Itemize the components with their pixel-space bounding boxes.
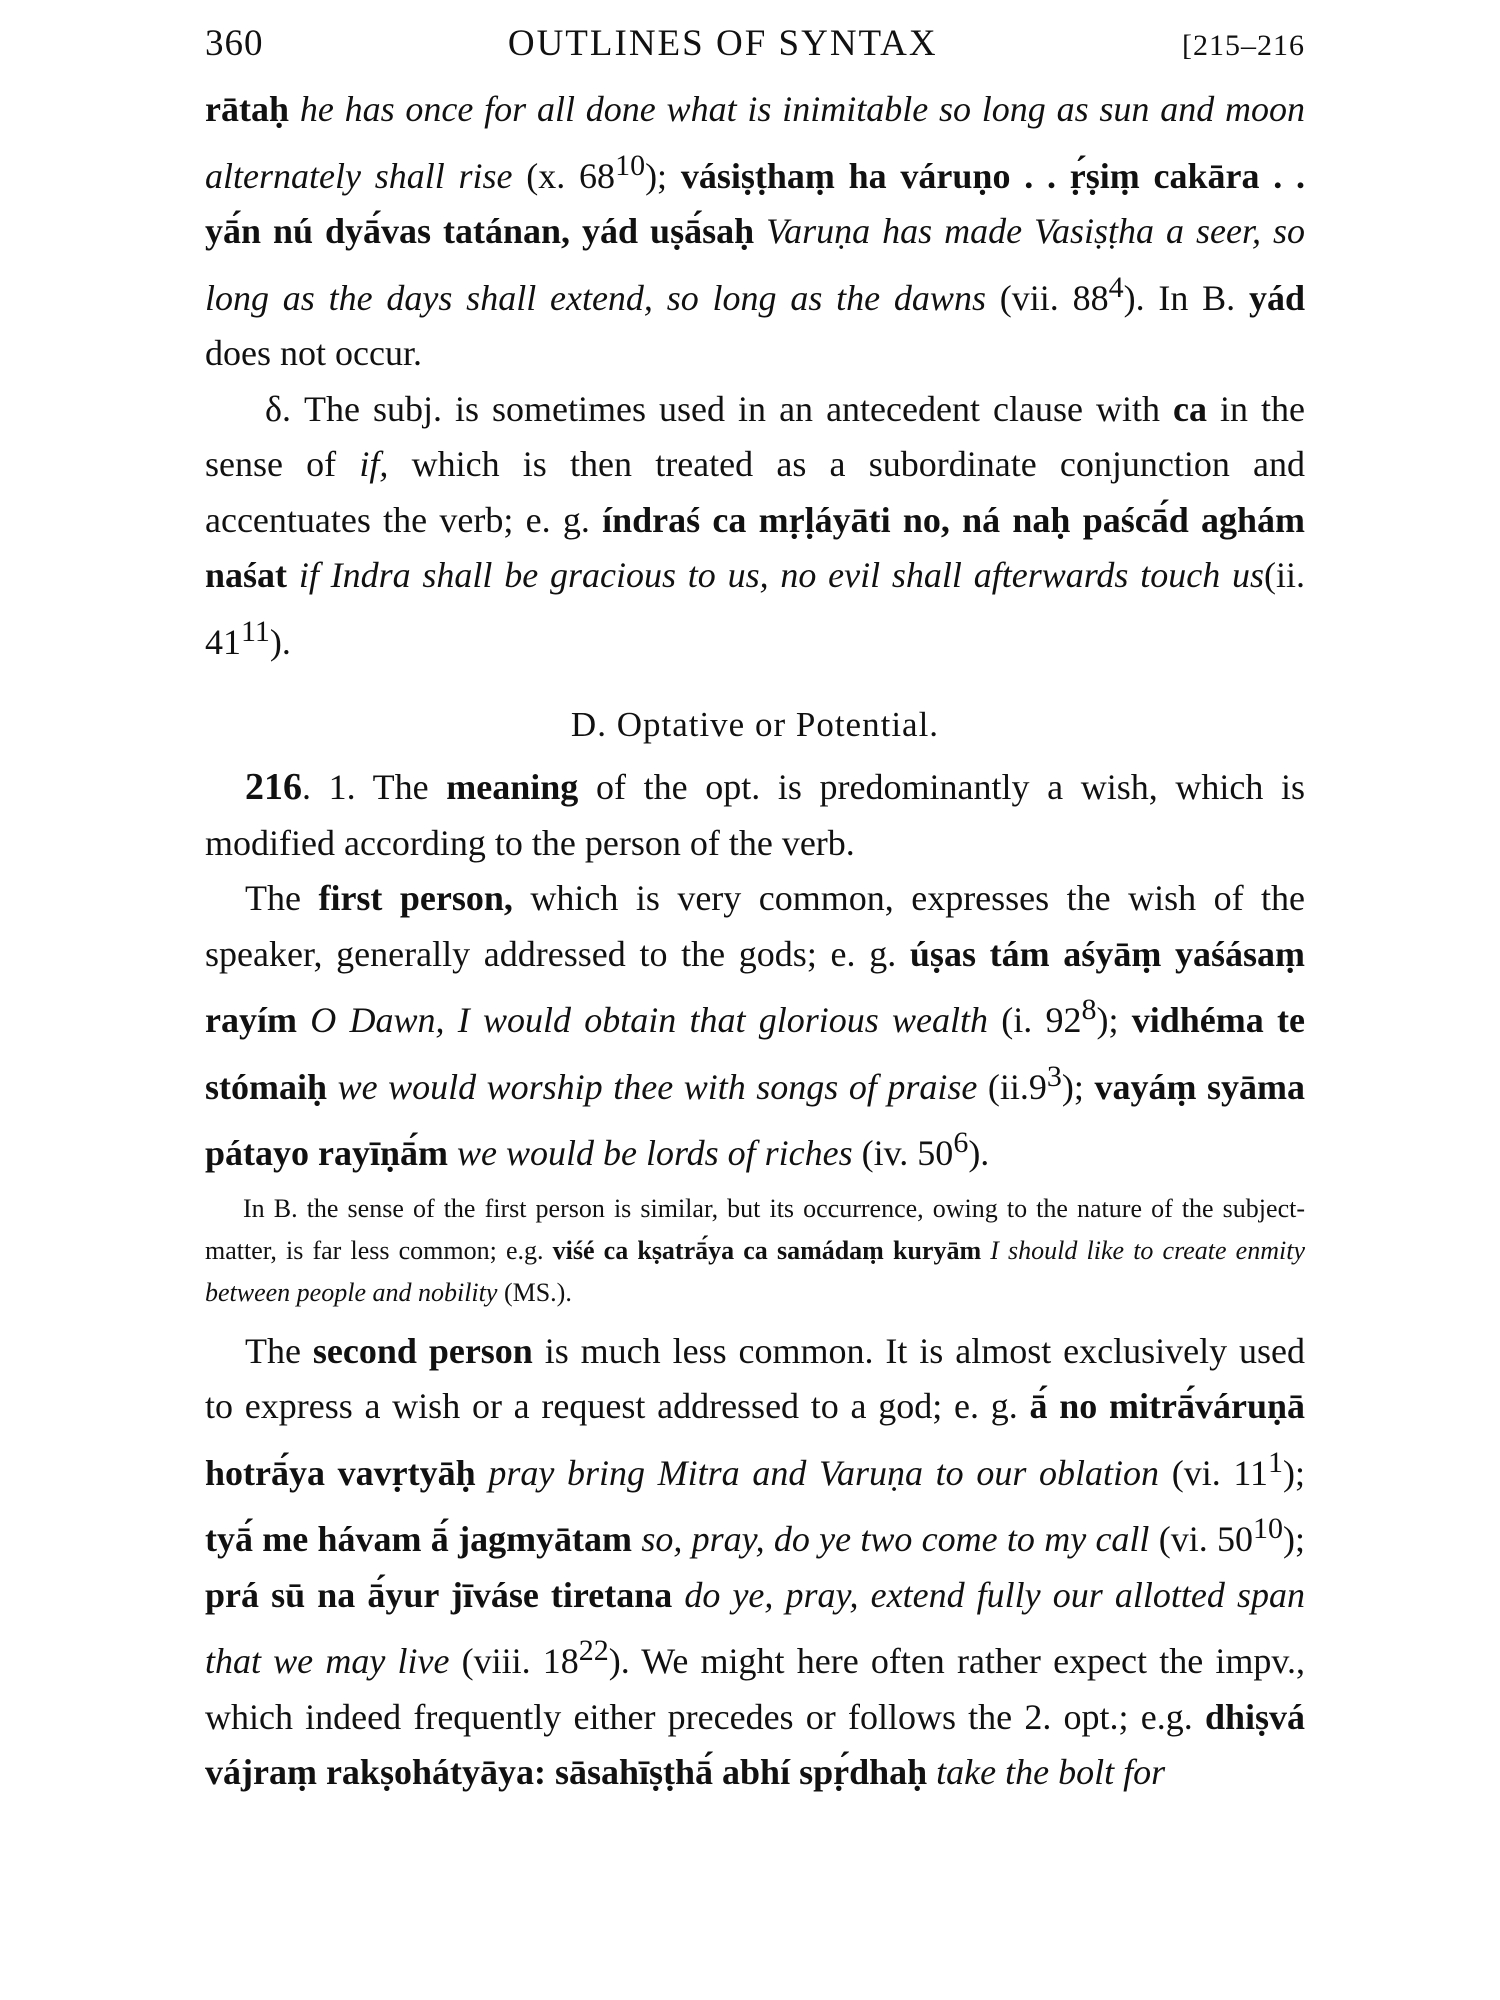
translation-text: do ye, pray, extend fully our allotted span that we may live	[205, 1574, 1305, 1681]
citation: (vi. 11	[1171, 1452, 1269, 1493]
translation-text: if Indra shall be gracious to us, no evil shall afterwards touch us	[298, 555, 1264, 595]
punctuation: ).	[269, 621, 291, 662]
body-text: The	[245, 1330, 301, 1371]
sanskrit-text: rātaḥ	[205, 89, 289, 129]
citation: (ii. 41	[205, 555, 1305, 662]
sanskrit-text: tyā́ me hávam ā́ jagmyātam	[205, 1519, 633, 1559]
translation-text: Varuṇa has made Vasiṣṭha a seer, so long as the days shall extend, so long as the dawns	[205, 211, 1305, 318]
section-heading: D. Optative or Potential.	[570, 705, 940, 744]
bold-term: second person	[312, 1330, 533, 1371]
punctuation: );	[1283, 1452, 1306, 1493]
body-text: The	[245, 878, 301, 918]
citation: (viii. 18	[461, 1641, 579, 1681]
sanskrit-text: dhiṣvá vájraṃ rakṣohátyāya: sāsahīṣṭhā́ abhí spṛ́dhaḥ	[205, 1696, 1306, 1792]
translation-text: we would worship thee with songs of praise	[337, 1066, 978, 1107]
sanskrit-text: vidhéma te stómaiḥ	[205, 1000, 1305, 1107]
body-text: in the sense of	[205, 388, 1306, 484]
citation-superscript: 6	[953, 1126, 969, 1159]
translation-text: I should like to create enmity between people and nobility	[205, 1235, 1305, 1307]
punctuation: );	[1283, 1519, 1305, 1559]
citation-superscript: 4	[1108, 270, 1124, 304]
translation-text: O Dawn, I would obtain that glorious wealth	[310, 1000, 989, 1040]
citation-superscript: 1	[1268, 1445, 1284, 1479]
sanskrit-text: índraś ca mṛḷáyāti no, ná naḥ paścā́d aghám naśat	[205, 499, 1306, 595]
sanskrit-text: vayáṃ syāma pátayo rayīṇā́m	[205, 1066, 1305, 1173]
body-text: δ. The subj. is sometimes used in an antecedent clause with	[265, 388, 1160, 429]
citation-superscript: 10	[615, 148, 646, 182]
sanskrit-text: ca	[1173, 388, 1207, 429]
citation-superscript: 22	[578, 1634, 609, 1667]
punctuation: );	[1061, 1066, 1084, 1107]
citation: (ii.9	[987, 1066, 1047, 1107]
paragraph-number: 216	[245, 766, 302, 808]
sanskrit-text: prá sū na ā́yur jīváse tiretana	[205, 1574, 673, 1615]
bold-term: meaning	[446, 767, 579, 807]
translation-text: pray bring Mitra and Varuṇa to our oblation	[488, 1452, 1160, 1493]
body-text: In B. the sense of the first person is similar, but its occurrence, owing to the nature of the subject-matter, is far less common; e.g.	[205, 1193, 1305, 1265]
small-print-note	[205, 1188, 1305, 1314]
body-text: is much less common. It is almost exclusively used to express a wish or a request addressed to a god; e. g.	[205, 1330, 1305, 1426]
body-text: ). In B.	[1123, 277, 1236, 318]
sanskrit-text: úṣas tám aśyāṃ yaśásaṃ rayím	[205, 933, 1306, 1040]
bold-term: first person,	[318, 878, 513, 918]
sanskrit-text: yád	[1248, 277, 1306, 318]
citation: (MS.).	[503, 1277, 572, 1307]
paragraph-first-person	[205, 871, 1305, 1182]
paragraph-delta	[205, 382, 1305, 671]
body-text: does not occur.	[205, 333, 422, 373]
citation: (i. 92	[1001, 1000, 1082, 1040]
running-title: OUTLINES OF SYNTAX	[507, 23, 938, 64]
body-text: which is very common, expresses the wish of the speaker, generally addressed to the gods; e. g.	[205, 878, 1306, 974]
translation-text: if,	[359, 444, 389, 484]
punctuation: );	[645, 155, 668, 196]
body-text: ). We might here often rather expect the impv., which indeed frequently either precedes or follows the 2. opt.; e.g.	[205, 1641, 1306, 1737]
paragraph-continuation	[205, 82, 1305, 382]
citation-superscript: 8	[1081, 993, 1097, 1026]
translation-text: take the bolt for	[936, 1752, 1166, 1792]
section-range: [215–216	[1181, 29, 1305, 62]
paragraph-second-person	[205, 1324, 1305, 1801]
body-text: which is then treated as a subordinate conjunction and accentuates the verb; e. g.	[205, 444, 1306, 540]
translation-text: he has once for all done what is inimitable so long as sun and moon alternately shall rise	[205, 89, 1306, 196]
punctuation: );	[1096, 1000, 1119, 1040]
citation-superscript: 11	[241, 614, 270, 648]
punctuation: ).	[968, 1133, 990, 1173]
book-page	[205, 22, 1305, 1801]
sanskrit-text: vásiṣṭhaṃ ha váruṇo . . ṛ́ṣiṃ cakāra . . yā́n nú dyā́vas tatánan, yád uṣā́saḥ	[205, 155, 1306, 251]
sanskrit-text: ā́ no mitrā́váruṇā hotrā́ya vavṛtyāḥ	[205, 1386, 1305, 1493]
citation-superscript: 3	[1046, 1059, 1062, 1093]
citation-superscript: 10	[1253, 1512, 1283, 1545]
citation: (vi. 50	[1158, 1519, 1253, 1559]
sanskrit-text: viśé ca kṣatrā́ya ca samádaṃ kuryām	[552, 1235, 982, 1265]
page-number: 360	[205, 23, 264, 64]
translation-text: so, pray, do ye two come to my call	[641, 1519, 1150, 1559]
citation: (vii. 88	[999, 277, 1109, 318]
running-header	[205, 22, 1305, 82]
translation-text: we would be lords of riches	[457, 1133, 853, 1173]
body-text: . 1. The	[302, 767, 429, 807]
paragraph-216	[205, 760, 1305, 871]
citation: (iv. 50	[861, 1133, 954, 1173]
citation: (x. 68	[526, 155, 616, 196]
body-text: of the opt. is predominantly a wish, which is modified according to the person of the verb.	[205, 767, 1306, 863]
